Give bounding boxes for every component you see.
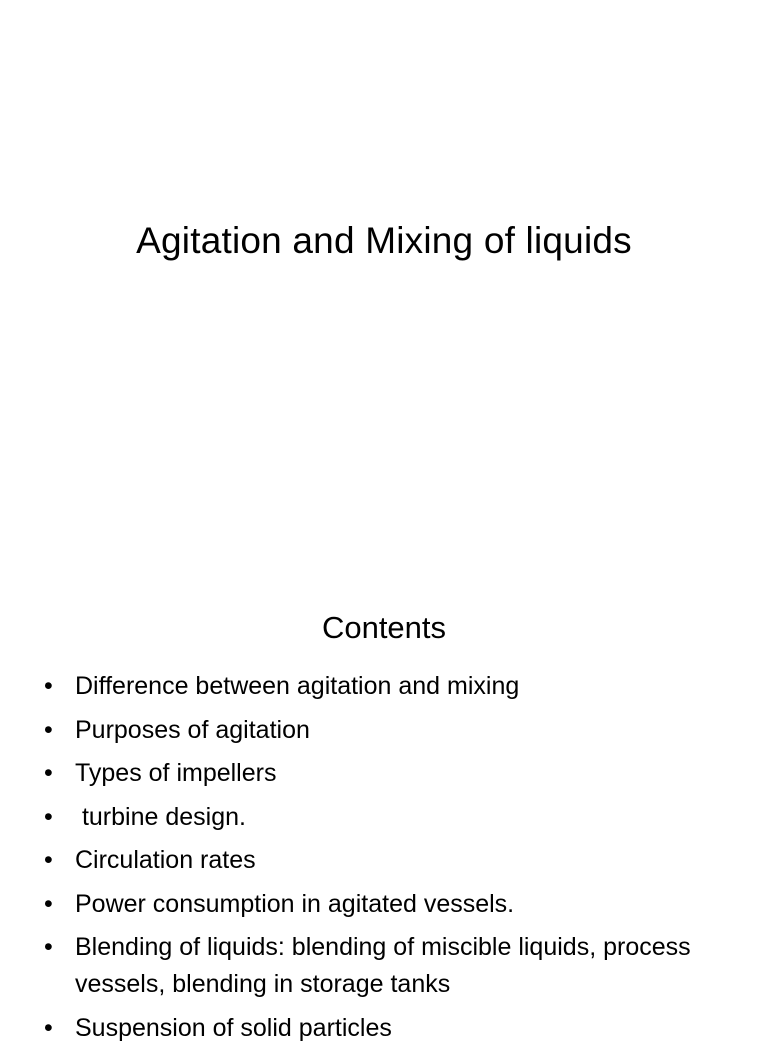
list-item — [44, 1010, 744, 1047]
list-item-text: Circulation rates — [75, 846, 256, 874]
contents-list — [44, 668, 744, 1053]
list-item-text: Types of impellers — [75, 759, 277, 787]
bullet-icon: • — [44, 889, 53, 918]
bullet-icon: • — [44, 759, 53, 787]
list-item-text: Blending of liquids: blending of miscible liquids, process vessels, blending in storage tanks — [75, 933, 691, 998]
list-item-text: Purposes of agitation — [75, 715, 310, 744]
list-item-text: Power consumption in agitated vessels. — [75, 889, 515, 918]
bullet-icon: • — [44, 672, 53, 700]
list-item — [44, 799, 744, 836]
bullet-icon: • — [44, 715, 53, 744]
list-item — [44, 668, 744, 705]
bullet-icon: • — [44, 846, 53, 874]
list-item-text: Suspension of solid particles — [75, 1013, 392, 1042]
contents-heading: Contents — [321, 610, 447, 645]
slide-title: Agitation and Mixing of liquids — [136, 220, 632, 261]
list-item — [44, 929, 744, 1003]
list-item-text: turbine design. — [75, 802, 246, 831]
bullet-icon: • — [44, 933, 53, 961]
list-item-text: Difference between agitation and mixing — [75, 672, 520, 700]
bullet-icon: • — [44, 1013, 53, 1042]
list-item — [44, 755, 744, 792]
list-item — [44, 842, 744, 879]
contents-slide — [0, 576, 768, 1042]
bullet-icon: • — [44, 802, 53, 831]
list-item — [44, 886, 744, 923]
list-item — [44, 712, 744, 749]
